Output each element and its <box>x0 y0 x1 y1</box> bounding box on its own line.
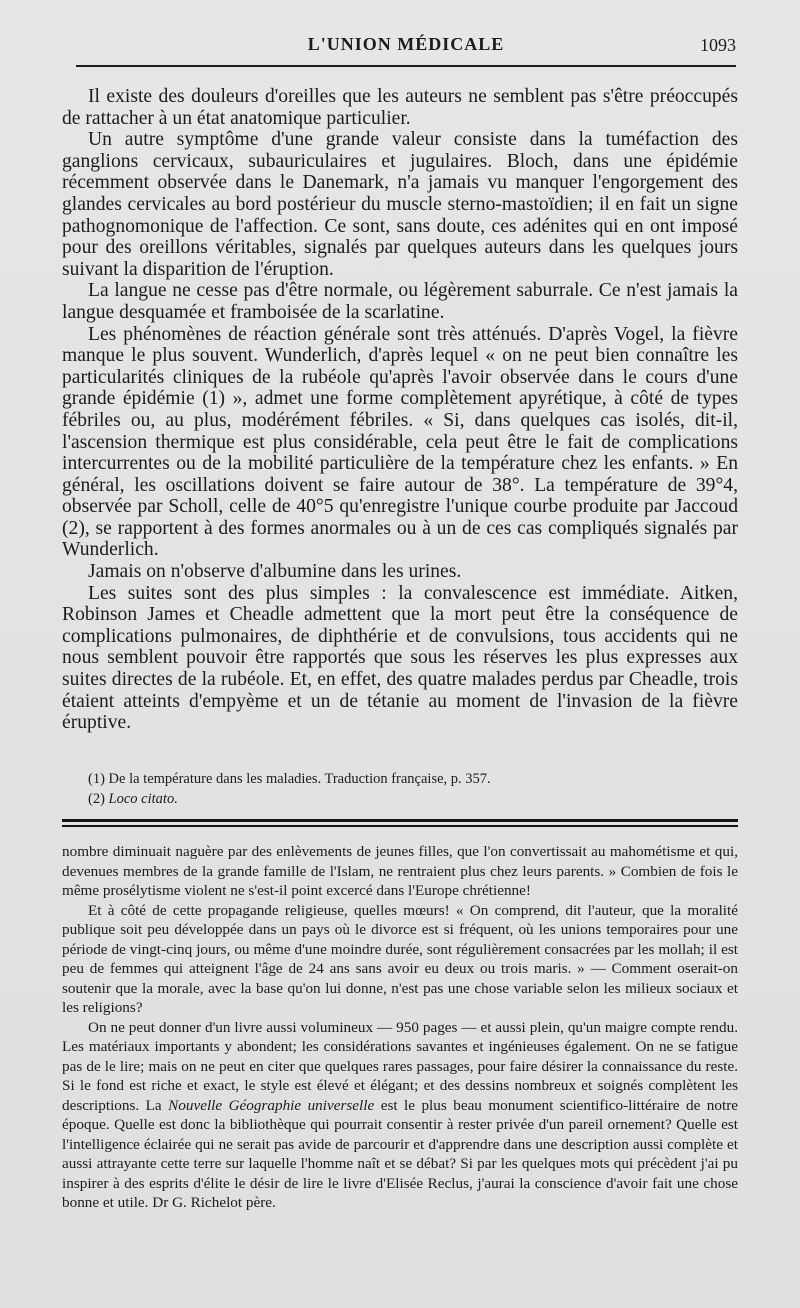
header-rule <box>76 65 736 67</box>
footnote <box>88 769 728 789</box>
footnote-marker: (2) <box>88 791 105 807</box>
paragraph: nombre diminuait naguère par des enlèvements de jeunes filles, que l'on convertissait au mahométisme et qui, devenues membres de la grande famille de l'Islam, ne rentraient plus chez leurs parents. » Combien de fois le même prosélytisme violent ne s'est-il point excercé dans l'Europe chrétienne! <box>62 843 738 899</box>
paragraph: Il existe des douleurs d'oreilles que les auteurs ne semblent pas s'être préoccupés de rattacher à un état anatomique particulier. <box>62 86 738 129</box>
running-header <box>76 34 736 64</box>
book-title: Nouvelle Géographie universelle <box>168 1096 375 1114</box>
main-text <box>62 86 738 734</box>
paragraph: La langue ne cesse pas d'être normale, ou légèrement saburrale. Ce n'est jamais la langue desquamée et framboisée de la scarlatine. <box>62 280 738 323</box>
paragraph: Les suites sont des plus simples : la convalescence est immédiate. Aitken, Robinson James et Cheadle admettent que la mort peut être la conséquence de complications pulmonaires, de diphthérie et de convulsions, tous accidents qui ne nous semblent pouvoir être rapportés que sous les réserves les plus expresses aux suites directes de la rubéole. Et, en effet, des quatre malades perdus par Cheadle, trois étaient atteints d'empyème et un de tétanie au moment de l'invasion de la fièvre éruptive. <box>62 582 738 734</box>
signature: Dr G. Richelot père. <box>152 1194 276 1211</box>
footnote <box>88 789 728 809</box>
footnotes <box>88 769 728 809</box>
feuilleton-text <box>62 842 738 1213</box>
paragraph: Et à côté de cette propagande religieuse, quelles mœurs! « On comprend, dit l'auteur, que la moralité publique soit peu développée dans un pays où le divorce est si fréquent, où les unions temporaires pour une période de vingt-cinq jours, ou même d'une moindre durée, sont régulièrement consacrées par les mollah; il est peu de femmes qui atteignent l'âge de 24 ans sans avoir eu deux ou trois maris. » — Comment oserait-on soutenir que la morale, avec la base qu'on lui donne, n'est pas une chose variable selon les milieux sociaux et les religions? <box>62 901 738 1016</box>
paragraph <box>62 1018 738 1213</box>
paragraph: Les phénomènes de réaction générale sont très atténués. D'après Vogel, la fièvre manque le plus souvent. Wunderlich, d'après lequel « on ne peut bien connaître les particularités cliniques de la rubéole qu'après l'avoir observée dans le cours d'une grande épidémie (1) », admet une forme complètement apyrétique, à côté de types fébriles ou, au plus, modérément fébriles. « Si, dans quelques cas isolés, dit-il, l'ascension thermique est plus considérable, cela peut être le fait de complications intercurrentes ou de la mobilité particulière de la température chez les enfants. » En général, les oscillations doivent se faire autour de 38°. La température de 39°4, observée par Scholl, celle de 40°5 qu'enregistre l'unique courbe produite par Jaccoud (2), se rapportent à des formes anormales ou à un de ces cas compliqués signalés par Wunderlich. <box>62 323 738 561</box>
section-divider <box>62 819 738 827</box>
footnote-text: De la température dans les maladies. Traduction française, p. 357. <box>108 771 491 787</box>
text-run: On ne peut donner d'un livre aussi volumineux — 950 pages — et aussi plein, qu'un maigre compte rendu. Les matériaux importants y abondent; les considérations savantes et ingénieuses également. On ne se fatigue pas de le lire; mais on ne peut en citer que quelques rares passages, pour faire désirer la connaissance du reste. Si le fond est riche et exact, le style est élevé et élégant; et des dessins nombreux et soignés complètent les descriptions. La <box>62 1018 738 1114</box>
paragraph: Un autre symptôme d'une grande valeur consiste dans la tuméfaction des ganglions cervicaux, subauriculaires et jugulaires. Bloch, dans une épidémie récemment observée dans le Danemark, n'a jamais vu manquer l'engorgement des glandes cervicales au bord postérieur du muscle sterno-mastoïdien; il en fait un signe pathognomonique de l'affection. Ce sont, sans doute, ces adénites qui en ont imposé pour des oreillons véritables, signalés par quelques auteurs dans les quelques jours suivant la disparition de l'éruption. <box>62 129 738 280</box>
page-number: 1093 <box>700 35 736 55</box>
paragraph: Jamais on n'observe d'albumine dans les urines. <box>88 561 462 583</box>
journal-title: L'UNION MÉDICALE <box>307 34 505 54</box>
text-run: est le plus beau monument scientifico-littéraire de notre époque. Quelle est donc la bibliothèque qui pourrait consentir à rester privée d'un pareil ornement? Quelle est l'intelligence éclairée qui ne serait pas avide de parcourir et d'apprendre dans une description aussi complète et aussi attrayante cette terre sur laquelle l'homme naît et se débat? Si par les quelques mots qui précèdent j'ai pu inspirer à des esprits d'élite le désir de lire le livre d'Elisée Reclus, j'aurai la conscience d'avoir fait une chose bonne et utile. <box>62 1096 739 1211</box>
footnote-marker: (1) <box>88 771 105 787</box>
footnote-text: Loco citato. <box>108 791 178 807</box>
